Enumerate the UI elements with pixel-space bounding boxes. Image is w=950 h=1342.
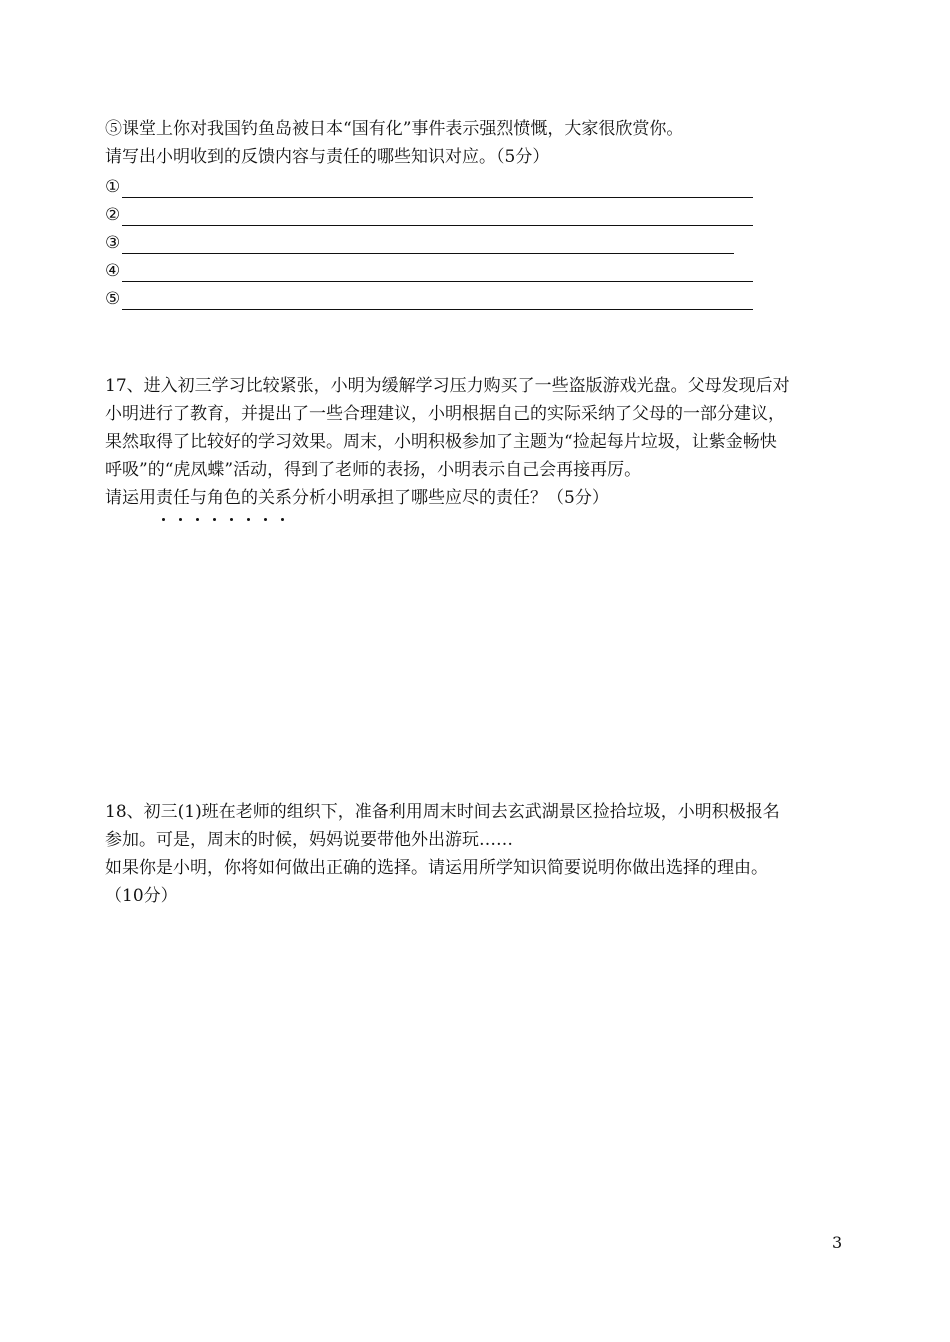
q16-item-5: ⑤课堂上你对我国钓鱼岛被日本“国有化”事件表示强烈愤慨，大家很欣赏你。 bbox=[105, 119, 684, 139]
answer-line bbox=[122, 293, 753, 310]
blank-number: ① bbox=[105, 177, 121, 197]
q16-prompt: 请写出小明收到的反馈内容与责任的哪些知识对应。（5分） bbox=[105, 147, 550, 167]
q18-line: 18、初三(1)班在老师的组织下，准备利用周末时间去玄武湖景区捡拾垃圾，小明积极报名 bbox=[105, 802, 780, 822]
answer-blank-2[interactable] bbox=[105, 204, 753, 226]
answer-blank-4[interactable] bbox=[105, 260, 753, 282]
answer-blank-5[interactable] bbox=[105, 288, 753, 310]
q17-emphasis-dotted bbox=[156, 484, 292, 512]
page-number: 3 bbox=[832, 1233, 843, 1252]
q17-prompt bbox=[105, 484, 865, 512]
answer-line bbox=[122, 181, 753, 198]
q17-prompt-pre: 请运用 bbox=[105, 488, 156, 508]
q17-line: 呼吸”的“虎凤蝶”活动，得到了老师的表扬，小明表示自己会再接再厉。 bbox=[105, 460, 642, 480]
blank-number: ④ bbox=[105, 261, 121, 281]
q17-line: 17、进入初三学习比较紧张，小明为缓解学习压力购买了一些盗版游戏光盘。父母发现后对 bbox=[105, 376, 790, 396]
q17-line: 果然取得了比较好的学习效果。周末，小明积极参加了主题为“捡起每片垃圾，让紫金畅快 bbox=[105, 432, 777, 452]
blank-number: ⑤ bbox=[105, 289, 121, 309]
q17-line: 小明进行了教育，并提出了一些合理建议，小明根据自己的实际采纳了父母的一部分建议， bbox=[105, 404, 785, 424]
q18-line: （10分） bbox=[105, 886, 178, 906]
question-17 bbox=[105, 372, 865, 512]
q18-line: 如果你是小明，你将如何做出正确的选择。请运用所学知识简要说明你做出选择的理由。 bbox=[105, 858, 768, 878]
answer-blank-1[interactable] bbox=[105, 176, 753, 198]
q17-prompt-post: 分析小明承担了哪些应尽的责任？（5分） bbox=[292, 488, 609, 508]
answer-line bbox=[122, 209, 753, 226]
question-18 bbox=[105, 798, 865, 910]
blank-number: ② bbox=[105, 205, 121, 225]
answer-line bbox=[122, 237, 734, 254]
q17-emphasis-text: 责任与角色的关系 bbox=[156, 488, 292, 508]
blank-number: ③ bbox=[105, 233, 121, 253]
answer-blank-3[interactable] bbox=[105, 232, 734, 254]
answer-line bbox=[122, 265, 753, 282]
q18-line: 参加。可是，周末的时候，妈妈说要带他外出游玩…… bbox=[105, 830, 513, 850]
